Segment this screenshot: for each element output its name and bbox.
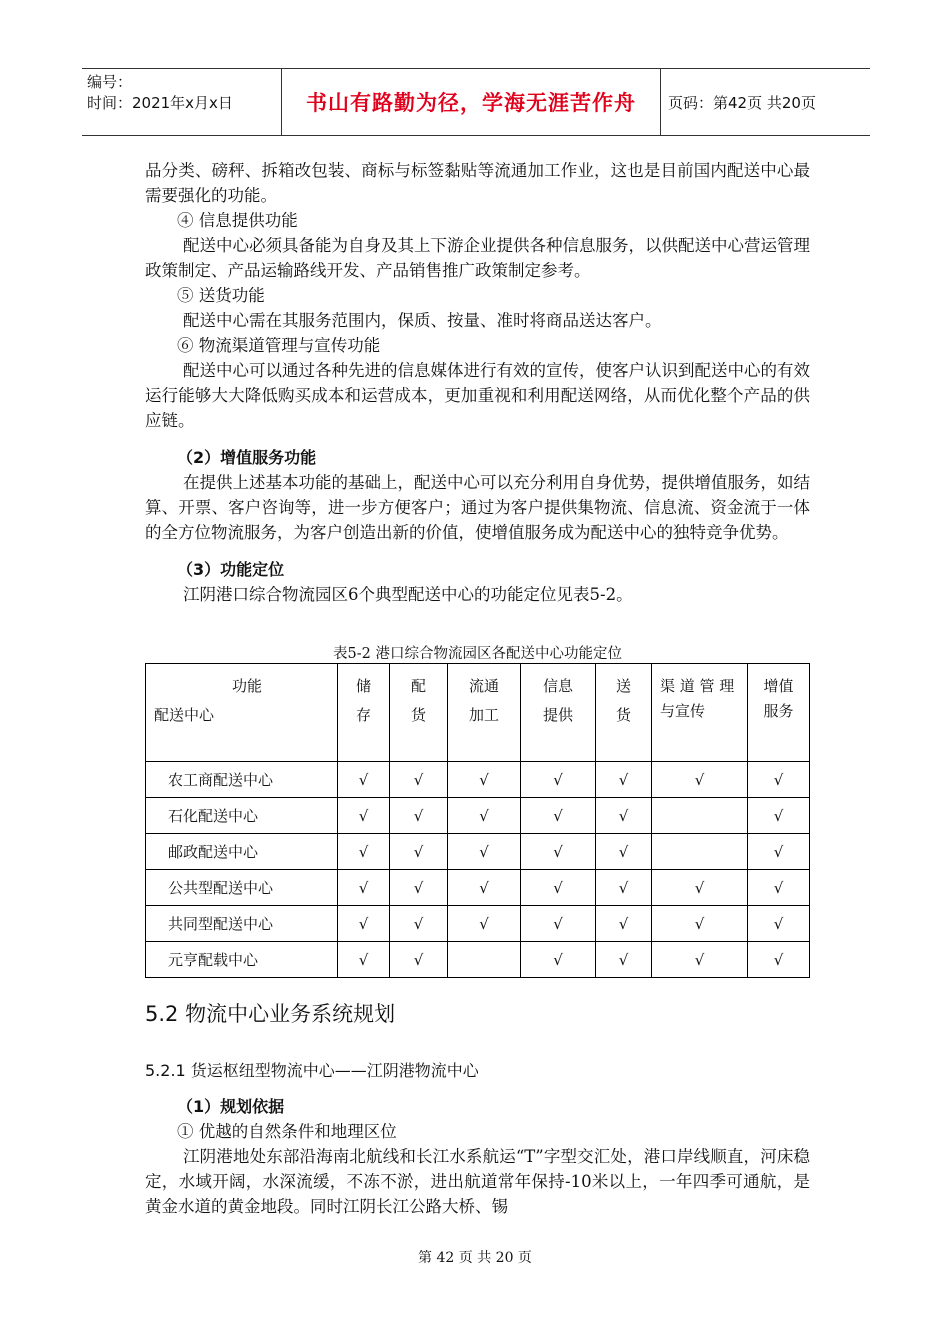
row-name-cell: 邮政配送中心 <box>146 834 338 870</box>
section-heading: （3）功能定位 <box>177 560 285 579</box>
table-caption: 表5-2 港口综合物流园区各配送中心功能定位 <box>333 646 622 662</box>
column-header: 增值 服务 <box>748 664 810 762</box>
table-row <box>146 942 810 978</box>
paragraph: 配送中心必须具备能为自身及其上下游企业提供各种信息服务，以供配送中心营运管理政策制定、产品运输路线开发、产品销售推广政策制定参考。 <box>145 236 810 280</box>
check-cell: √ <box>596 870 652 906</box>
check-cell: √ <box>338 762 390 798</box>
row-name-cell: 共同型配送中心 <box>146 906 338 942</box>
column-header: 流通 加工 <box>448 664 521 762</box>
check-cell: √ <box>338 798 390 834</box>
subsection-title: 5.2.1 货运枢纽型物流中心——江阴港物流中心 <box>145 1061 479 1080</box>
number-label: 编号： <box>87 73 133 91</box>
check-cell: √ <box>338 870 390 906</box>
page-header <box>82 68 870 136</box>
row-name-cell: 公共型配送中心 <box>146 870 338 906</box>
check-cell: √ <box>448 762 521 798</box>
body-text-bottom <box>145 1094 810 1219</box>
table-row <box>146 798 810 834</box>
subheading: ④ 信息提供功能 <box>177 211 298 230</box>
header-motto: 书山有路勤为径，学海无涯苦作舟 <box>282 69 661 135</box>
check-cell: √ <box>448 870 521 906</box>
check-cell: √ <box>338 834 390 870</box>
check-cell: √ <box>521 870 596 906</box>
header-meta <box>82 69 282 135</box>
paragraph: 配送中心可以通过各种先进的信息媒体进行有效的宣传，使客户认识到配送中心的有效运行能够大大降低购买成本和运营成本，更加重视和利用配送网络，从而优化整个产品的供应链。 <box>145 361 810 430</box>
table-row <box>146 870 810 906</box>
paragraph: 在提供上述基本功能的基础上，配送中心可以充分利用自身优势，提供增值服务，如结算、开票、客户咨询等，进一步方便客户；通过为客户提供集物流、信息流、资金流于一体的全方位物流服务，为客户创造出新的价值，使增值服务成为配送中心的独特竞争优势。 <box>145 473 810 542</box>
column-header: 配 货 <box>390 664 448 762</box>
subheading: ⑥ 物流渠道管理与宣传功能 <box>177 336 381 355</box>
check-cell: √ <box>652 762 748 798</box>
subheading: ⑤ 送货功能 <box>177 286 265 305</box>
section-heading: （2）增值服务功能 <box>177 448 317 467</box>
check-cell: √ <box>390 906 448 942</box>
check-cell: √ <box>390 834 448 870</box>
column-header: 储 存 <box>338 664 390 762</box>
column-header: 送 货 <box>596 664 652 762</box>
check-cell: √ <box>748 798 810 834</box>
check-cell: √ <box>521 762 596 798</box>
check-cell: √ <box>748 834 810 870</box>
table-row <box>146 906 810 942</box>
paragraph: 品分类、磅秤、拆箱改包装、商标与标签黏贴等流通加工作业，这也是目前国内配送中心最需要强化的功能。 <box>145 161 810 205</box>
paragraph: 配送中心需在其服务范围内，保质、按量、准时将商品送达客户。 <box>183 311 662 330</box>
check-cell: √ <box>596 906 652 942</box>
check-cell: √ <box>448 906 521 942</box>
check-cell: √ <box>521 798 596 834</box>
row-name-cell: 农工商配送中心 <box>146 762 338 798</box>
check-cell: √ <box>652 942 748 978</box>
corner-top-label: 功能 <box>232 677 263 695</box>
check-cell: √ <box>652 906 748 942</box>
check-cell: √ <box>748 942 810 978</box>
check-cell: √ <box>338 942 390 978</box>
page-footer: 第 42 页 共 20 页 <box>418 1250 532 1266</box>
column-header: 信息 提供 <box>521 664 596 762</box>
check-cell: √ <box>390 762 448 798</box>
check-cell: √ <box>748 762 810 798</box>
row-name-cell: 石化配送中心 <box>146 798 338 834</box>
table-row <box>146 834 810 870</box>
section-heading: （1）规划依据 <box>177 1097 285 1116</box>
check-cell: √ <box>521 942 596 978</box>
check-cell: √ <box>521 906 596 942</box>
check-cell: √ <box>390 798 448 834</box>
table-row <box>146 762 810 798</box>
check-cell: √ <box>596 798 652 834</box>
check-cell: √ <box>448 798 521 834</box>
check-cell: √ <box>596 762 652 798</box>
column-header: 渠 道 管 理 与宣传 <box>652 664 748 762</box>
check-cell: √ <box>596 942 652 978</box>
subheading: ① 优越的自然条件和地理区位 <box>177 1122 397 1141</box>
table-corner-cell <box>146 664 338 762</box>
function-table <box>145 663 810 978</box>
section-title: 5.2 物流中心业务系统规划 <box>145 1002 396 1026</box>
row-name-cell: 元亨配载中心 <box>146 942 338 978</box>
check-cell: √ <box>390 870 448 906</box>
check-cell <box>448 942 521 978</box>
paragraph: 江阴港地处东部沿海南北航线和长江水系航运“T”字型交汇处，港口岸线顺直，河床稳定，水域开阔，水深流缓，不冻不淤，进出航道常年保持-10米以上，一年四季可通航，是黄金水道的黄金地段。同时江阴长江公路大桥、锡 <box>145 1147 810 1216</box>
check-cell: √ <box>748 870 810 906</box>
check-cell <box>652 834 748 870</box>
corner-bottom-label: 配送中心 <box>154 706 215 724</box>
check-cell: √ <box>596 834 652 870</box>
check-cell: √ <box>748 906 810 942</box>
check-cell: √ <box>521 834 596 870</box>
table-header-row <box>146 664 810 762</box>
check-cell: √ <box>652 870 748 906</box>
body-text-top <box>145 158 810 607</box>
check-cell <box>652 798 748 834</box>
header-page-label: 页码：第42页 共20页 <box>668 93 816 112</box>
check-cell: √ <box>390 942 448 978</box>
check-cell: √ <box>448 834 521 870</box>
paragraph: 江阴港口综合物流园区6个典型配送中心的功能定位见表5-2。 <box>183 585 633 604</box>
date-label: 时间：2021年x月x日 <box>87 94 233 112</box>
check-cell: √ <box>338 906 390 942</box>
